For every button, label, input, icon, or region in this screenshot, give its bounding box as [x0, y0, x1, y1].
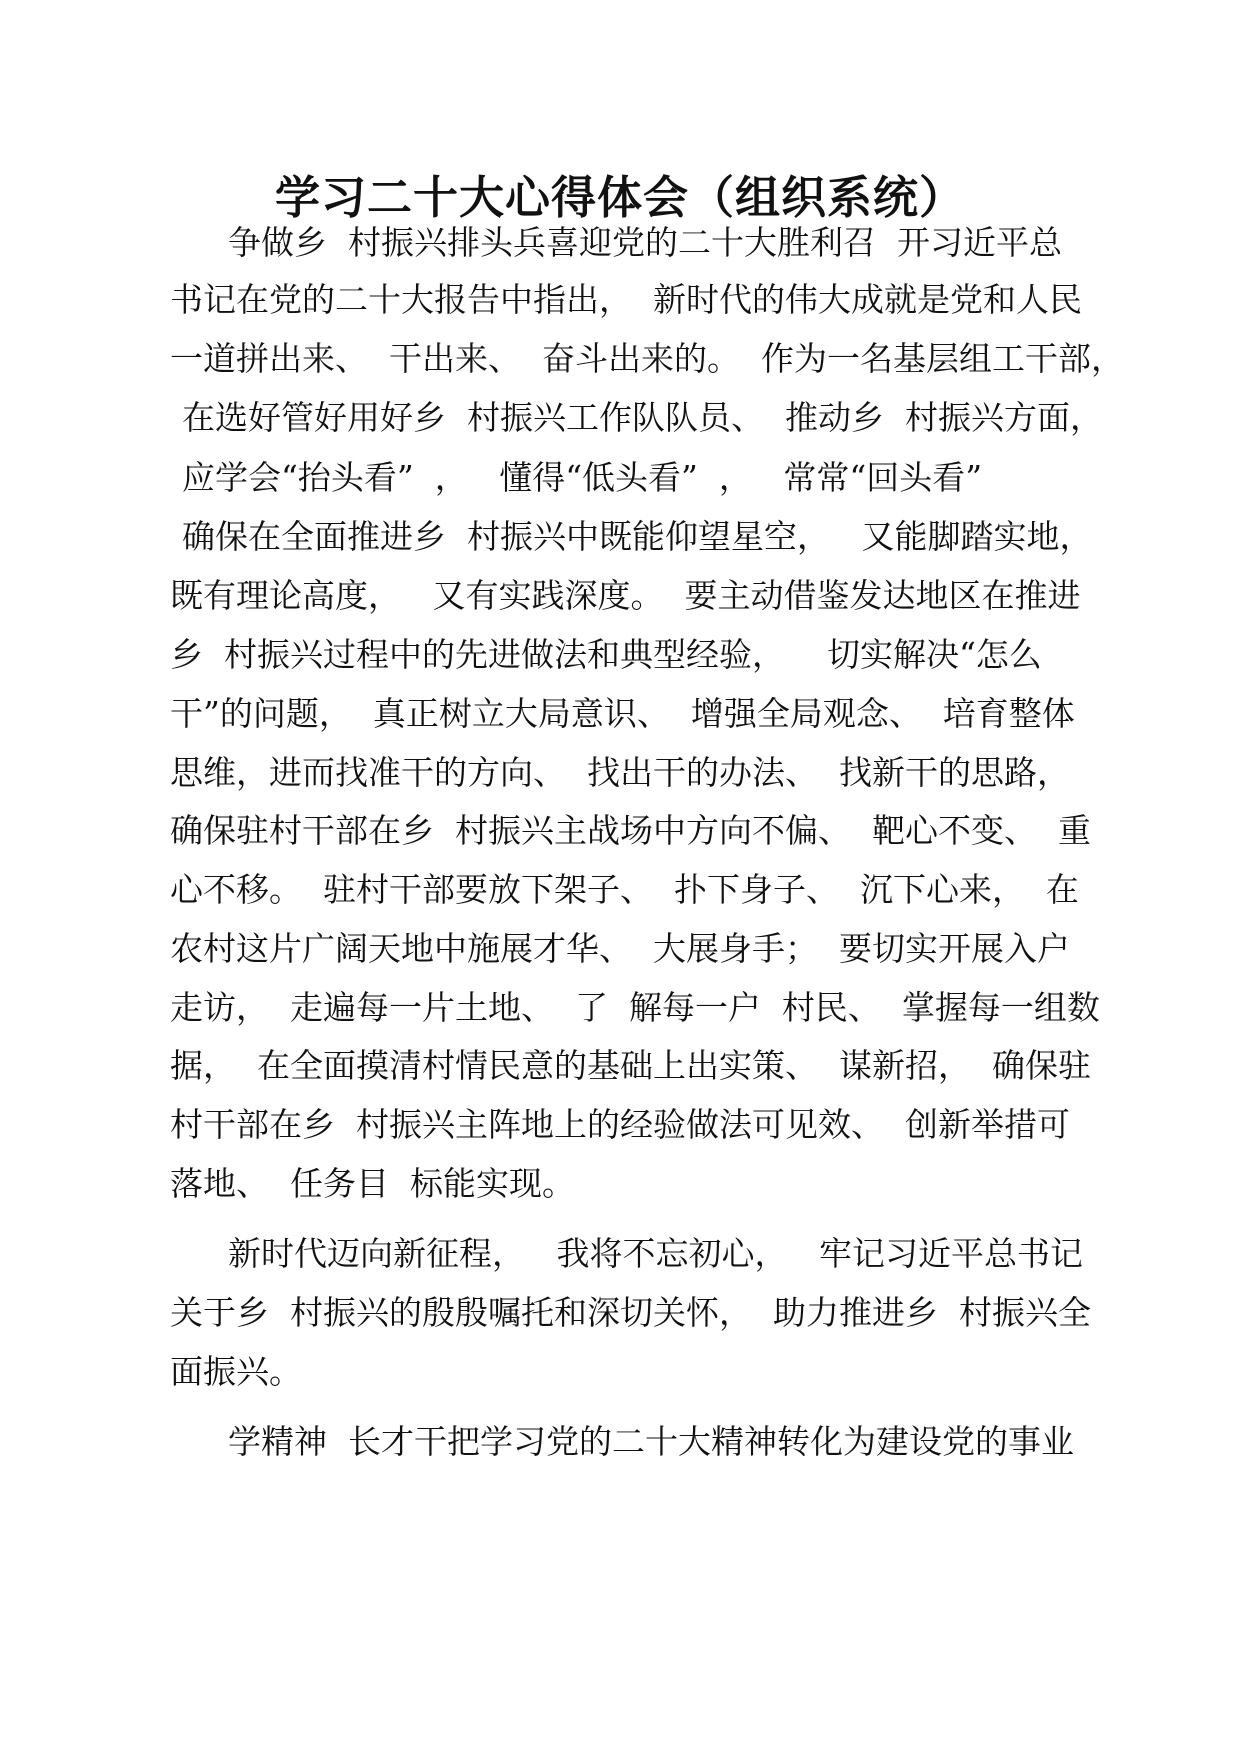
- body-line-text: 心不移。 驻村干部要放下架子、 扑下身子、 沉下心来， 在: [170, 870, 1079, 909]
- body-line-text: 落地、 任务目 标能实现。: [170, 1164, 575, 1203]
- body-line-text: 干”的问题， 真正树立大局意识、 增强全局观念、 培育整体: [170, 694, 1075, 733]
- body-line-text: 村干部在乡 村振兴主阵地上的经验做法可见效、 创新举措可: [170, 1105, 1070, 1144]
- body-line-text: 争做乡 村振兴排头兵喜迎党的二十大胜利召 开习近平总: [228, 223, 1062, 262]
- body-line-text: 农村这片广阔天地中施展才华、 大展身手； 要切实开展入户: [170, 929, 1070, 968]
- document-title: 学习二十大心得体会（组织系统）: [274, 171, 965, 224]
- body-line-text: 据， 在全面摸清村情民意的基础上出实策、 谋新招， 确保驻: [170, 1046, 1091, 1085]
- body-line-text: 确保在全面推进乡 村振兴中既能仰望星空， 又能脚踏实地，: [182, 517, 1093, 556]
- body-line-text: 书记在党的二十大报告中指出， 新时代的伟大成就是党和人民: [170, 280, 1082, 319]
- body-line-text: 既有理论高度， 又有实践深度。 要主动借鉴发达地区在推进: [170, 576, 1081, 615]
- body-line-text: 乡 村振兴过程中的先进做法和典型经验， 切实解决“怎么: [170, 635, 1042, 674]
- body-line-text: 关于乡 村振兴的殷殷嘱托和深切关怀， 助力推进乡 村振兴全: [170, 1293, 1091, 1332]
- body-line-text: 思维，进而找准干的方向、 找出干的办法、 找新干的思路，: [170, 753, 1070, 792]
- body-line-text: 应学会“抬头看” ， 懂得“低头看” ， 常常“回头看”: [182, 458, 983, 497]
- body-line-text: 一道拼出来、 干出来、 奋斗出来的。 作为一名基层组工干部，: [170, 339, 1124, 378]
- body-line-text: 面振兴。: [170, 1352, 302, 1391]
- body-line-text: 确保驻村干部在乡 村振兴主战场中方向不偏、 靶心不变、 重: [170, 811, 1091, 850]
- body-line-text: 新时代迈向新征程， 我将不忘初心， 牢记习近平总书记: [228, 1234, 1083, 1273]
- body-line-text: 在选好管好用好乡 村振兴工作队队员、 推动乡 村振兴方面，: [182, 398, 1103, 437]
- body-line-text: 走访， 走遍每一片土地、 了 解每一户 村民、 掌握每一组数: [170, 988, 1100, 1027]
- body-line-text: 学精神 长才干把学习党的二十大精神转化为建设党的事业: [228, 1422, 1074, 1461]
